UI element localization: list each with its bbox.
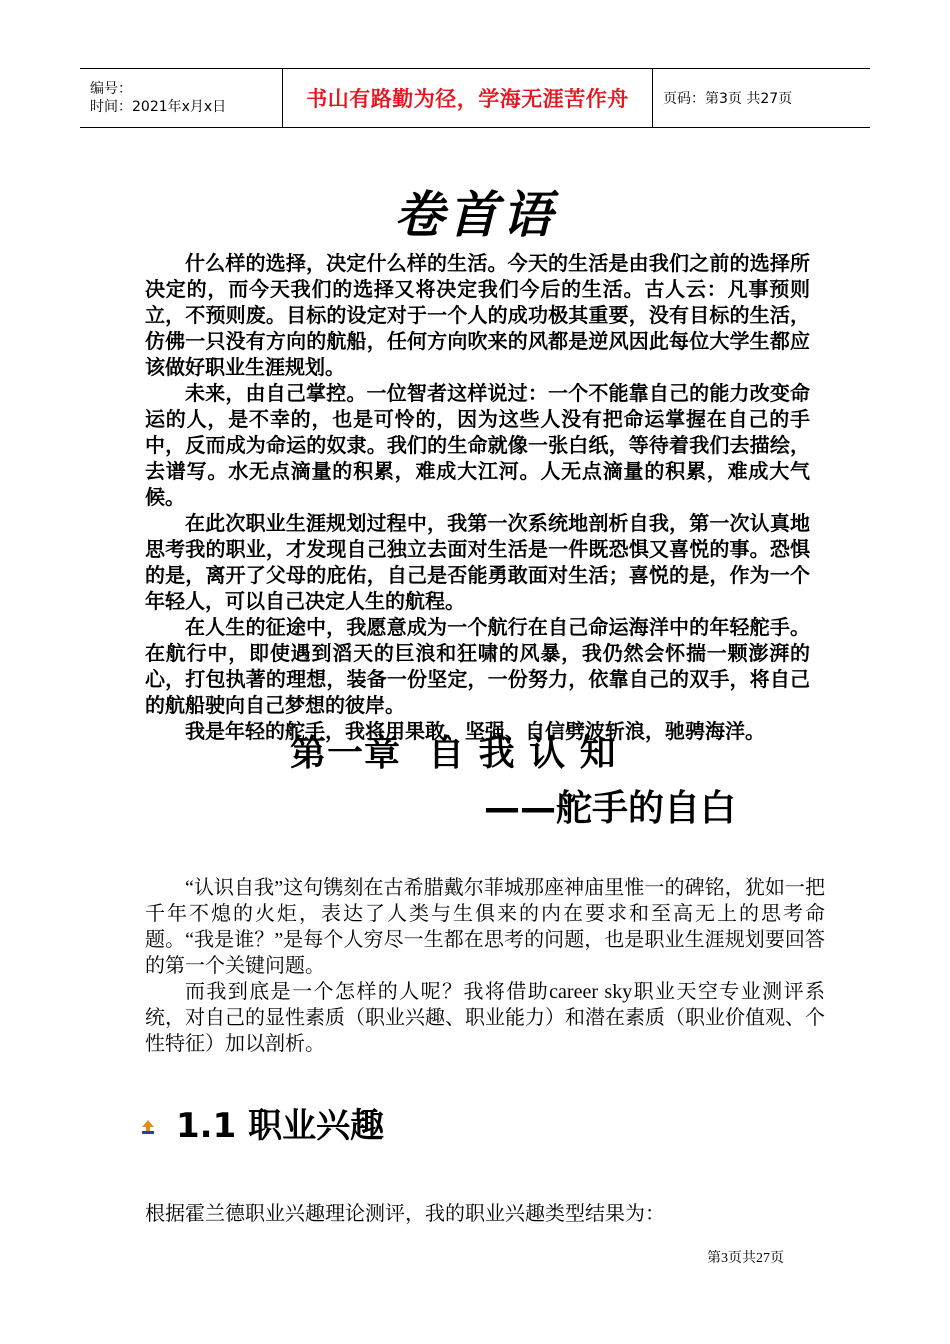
page-footer: 第3页共27页	[707, 1251, 784, 1266]
header-motto: 书山有路勤为径，学海无涯苦作舟	[306, 86, 629, 111]
section-intro: 根据霍兰德职业兴趣理论测评，我的职业兴趣类型结果为：	[145, 1203, 665, 1225]
page-title: 卷首语	[394, 185, 556, 244]
chapter-subtitle: ——舵手的自白	[484, 788, 737, 829]
preface-paragraph: 在此次职业生涯规划过程中，我第一次系统地剖析自我，第一次认真地思考我的职业，才发现自己独立去面对生活是一件既恐惧又喜悦的事。恐惧的是，离开了父母的庇佑，自己是否能勇敢面对生活；喜悦的是，作为一个年轻人，可以自己决定人生的航程。	[145, 511, 810, 613]
preface-paragraph: 我是年轻的舵手，我将用果敢、坚强、自信劈波斩浪，驰骋海洋。	[185, 719, 765, 743]
header-motto-cell	[283, 69, 653, 127]
preface-body	[145, 250, 810, 744]
preface-paragraph: 未来，由自己掌控。一位智者这样说过：一个不能靠自己的能力改变命运的人，是不幸的，也是可怜的，因为这些人没有把命运掌握在自己的手中，反而成为命运的奴隶。我们的生命就像一张白纸，等待着我们去描绘，去谱写。水无点滴量的积累，难成大江河。人无点滴量的积累，难成大气候。	[145, 381, 810, 509]
chapter-title: 第一章 自 我 认 知	[290, 733, 617, 774]
preface-paragraph: 在人生的征途中，我愿意成为一个航行在自己命运海洋中的年轻舵手。在航行中，即使遇到滔天的巨浪和狂啸的风暴，我仍然会怀揣一颗澎湃的心，打包执著的理想，装备一份坚定，一份努力，依靠自己的双手，将自己的航船驶向自己梦想的彼岸。	[145, 615, 810, 717]
header-page-cell	[653, 69, 870, 127]
section-title: 1.1 职业兴趣	[176, 1106, 385, 1146]
page-header	[80, 68, 870, 128]
header-page-info: 页码：第3页 共27页	[663, 91, 793, 107]
arrow-bullet-icon	[140, 1119, 156, 1135]
chapter-body	[145, 875, 825, 1057]
document-date: 时间：2021年x月x日	[90, 99, 227, 115]
header-meta	[80, 69, 283, 127]
chapter-paragraph: “认识自我”这句镌刻在古希腊戴尔菲城那座神庙里惟一的碑铭，犹如一把千年不熄的火炬，表达了人类与生俱来的内在要求和至高无上的思考命题。“我是谁？”是每个人穷尽一生都在思考的问题，也是职业生涯规划要回答的第一个关键问题。	[145, 877, 825, 977]
preface-paragraph: 什么样的选择，决定什么样的生活。今天的生活是由我们之前的选择所决定的，而今天我们的选择又将决定我们今后的生活。古人云：凡事预则立，不预则废。目标的设定对于一个人的成功极其重要，没有目标的生活，仿佛一只没有方向的航船，任何方向吹来的风都是逆风因此每位大学生都应该做好职业生涯规划。	[145, 251, 810, 379]
section-heading	[140, 1098, 384, 1147]
chapter-paragraph: 而我到底是一个怎样的人呢？我将借助career sky职业天空专业测评系统，对自己的显性素质（职业兴趣、职业能力）和潜在素质（职业价值观、个性特征）加以剖析。	[145, 981, 825, 1055]
document-code: 编号：	[90, 81, 132, 97]
